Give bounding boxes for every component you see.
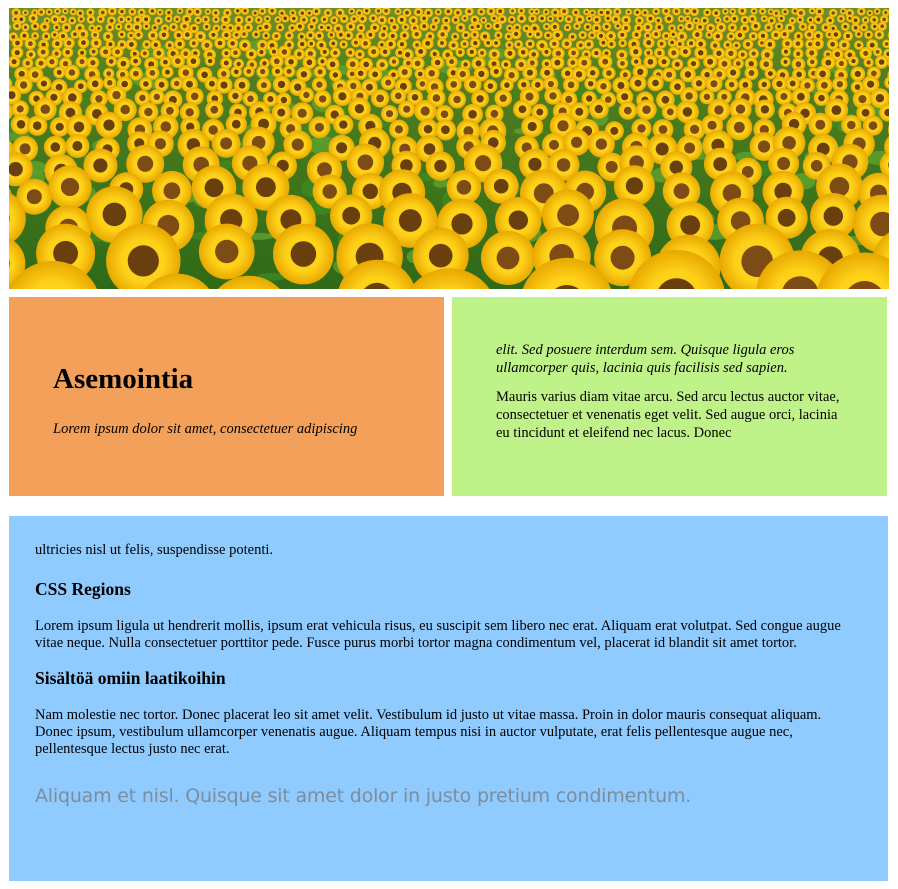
page-title: Asemointia: [53, 363, 194, 395]
intro-body-text: Mauris varius diam vitae arcu. Sed arcu lectus auctor vitae, consectetuer et venenatis eget velit. Sed augue orci, lacinia eu tincidunt et eleifend nec lacus. Donec: [496, 389, 840, 441]
intro-box: [452, 297, 887, 496]
title-box: [9, 297, 444, 496]
callout-text: Aliquam et nisl. Quisque sit amet dolor in justo pretium condimentum.: [35, 785, 692, 807]
section-heading-content-boxes: Sisältöä omiin laatikoihin: [35, 668, 226, 688]
continued-text: ultricies nisl ut felis, suspendisse potenti.: [35, 542, 274, 558]
intro-italic-text: elit. Sed posuere interdum sem. Quisque ligula eros ullamcorper quis, lacinia quis facilisis sed sapien.: [496, 342, 795, 376]
title-subtitle: Lorem ipsum dolor sit amet, consectetuer adipiscing: [53, 421, 358, 437]
section-heading-css-regions: CSS Regions: [35, 579, 131, 599]
content-box: [9, 516, 888, 881]
section-text-content-boxes: Nam molestie nec tortor. Donec placerat leo sit amet velit. Vestibulum id justo ut vitae massa. Proin in dolor mauris consequat aliquam. Donec ipsum, vestibulum ullamcorper venenatis augue. Aliquam tempus nisi in auctor vulputate, erat felis pellentesque augue nec, pellentesque lectus justo nec erat.: [35, 707, 822, 757]
sunflower-field-image: [9, 8, 889, 289]
section-text-css-regions: Lorem ipsum ligula ut hendrerit mollis, ipsum erat vehicula risus, eu suscipit sem libero nec erat. Aliquam erat volutpat. Sed congue augue vitae neque. Nulla consectetuer porttitor pede. Fusce purus morbi tortor magna condimentum vel, placerat id blandit sit amet tortor.: [35, 618, 841, 651]
